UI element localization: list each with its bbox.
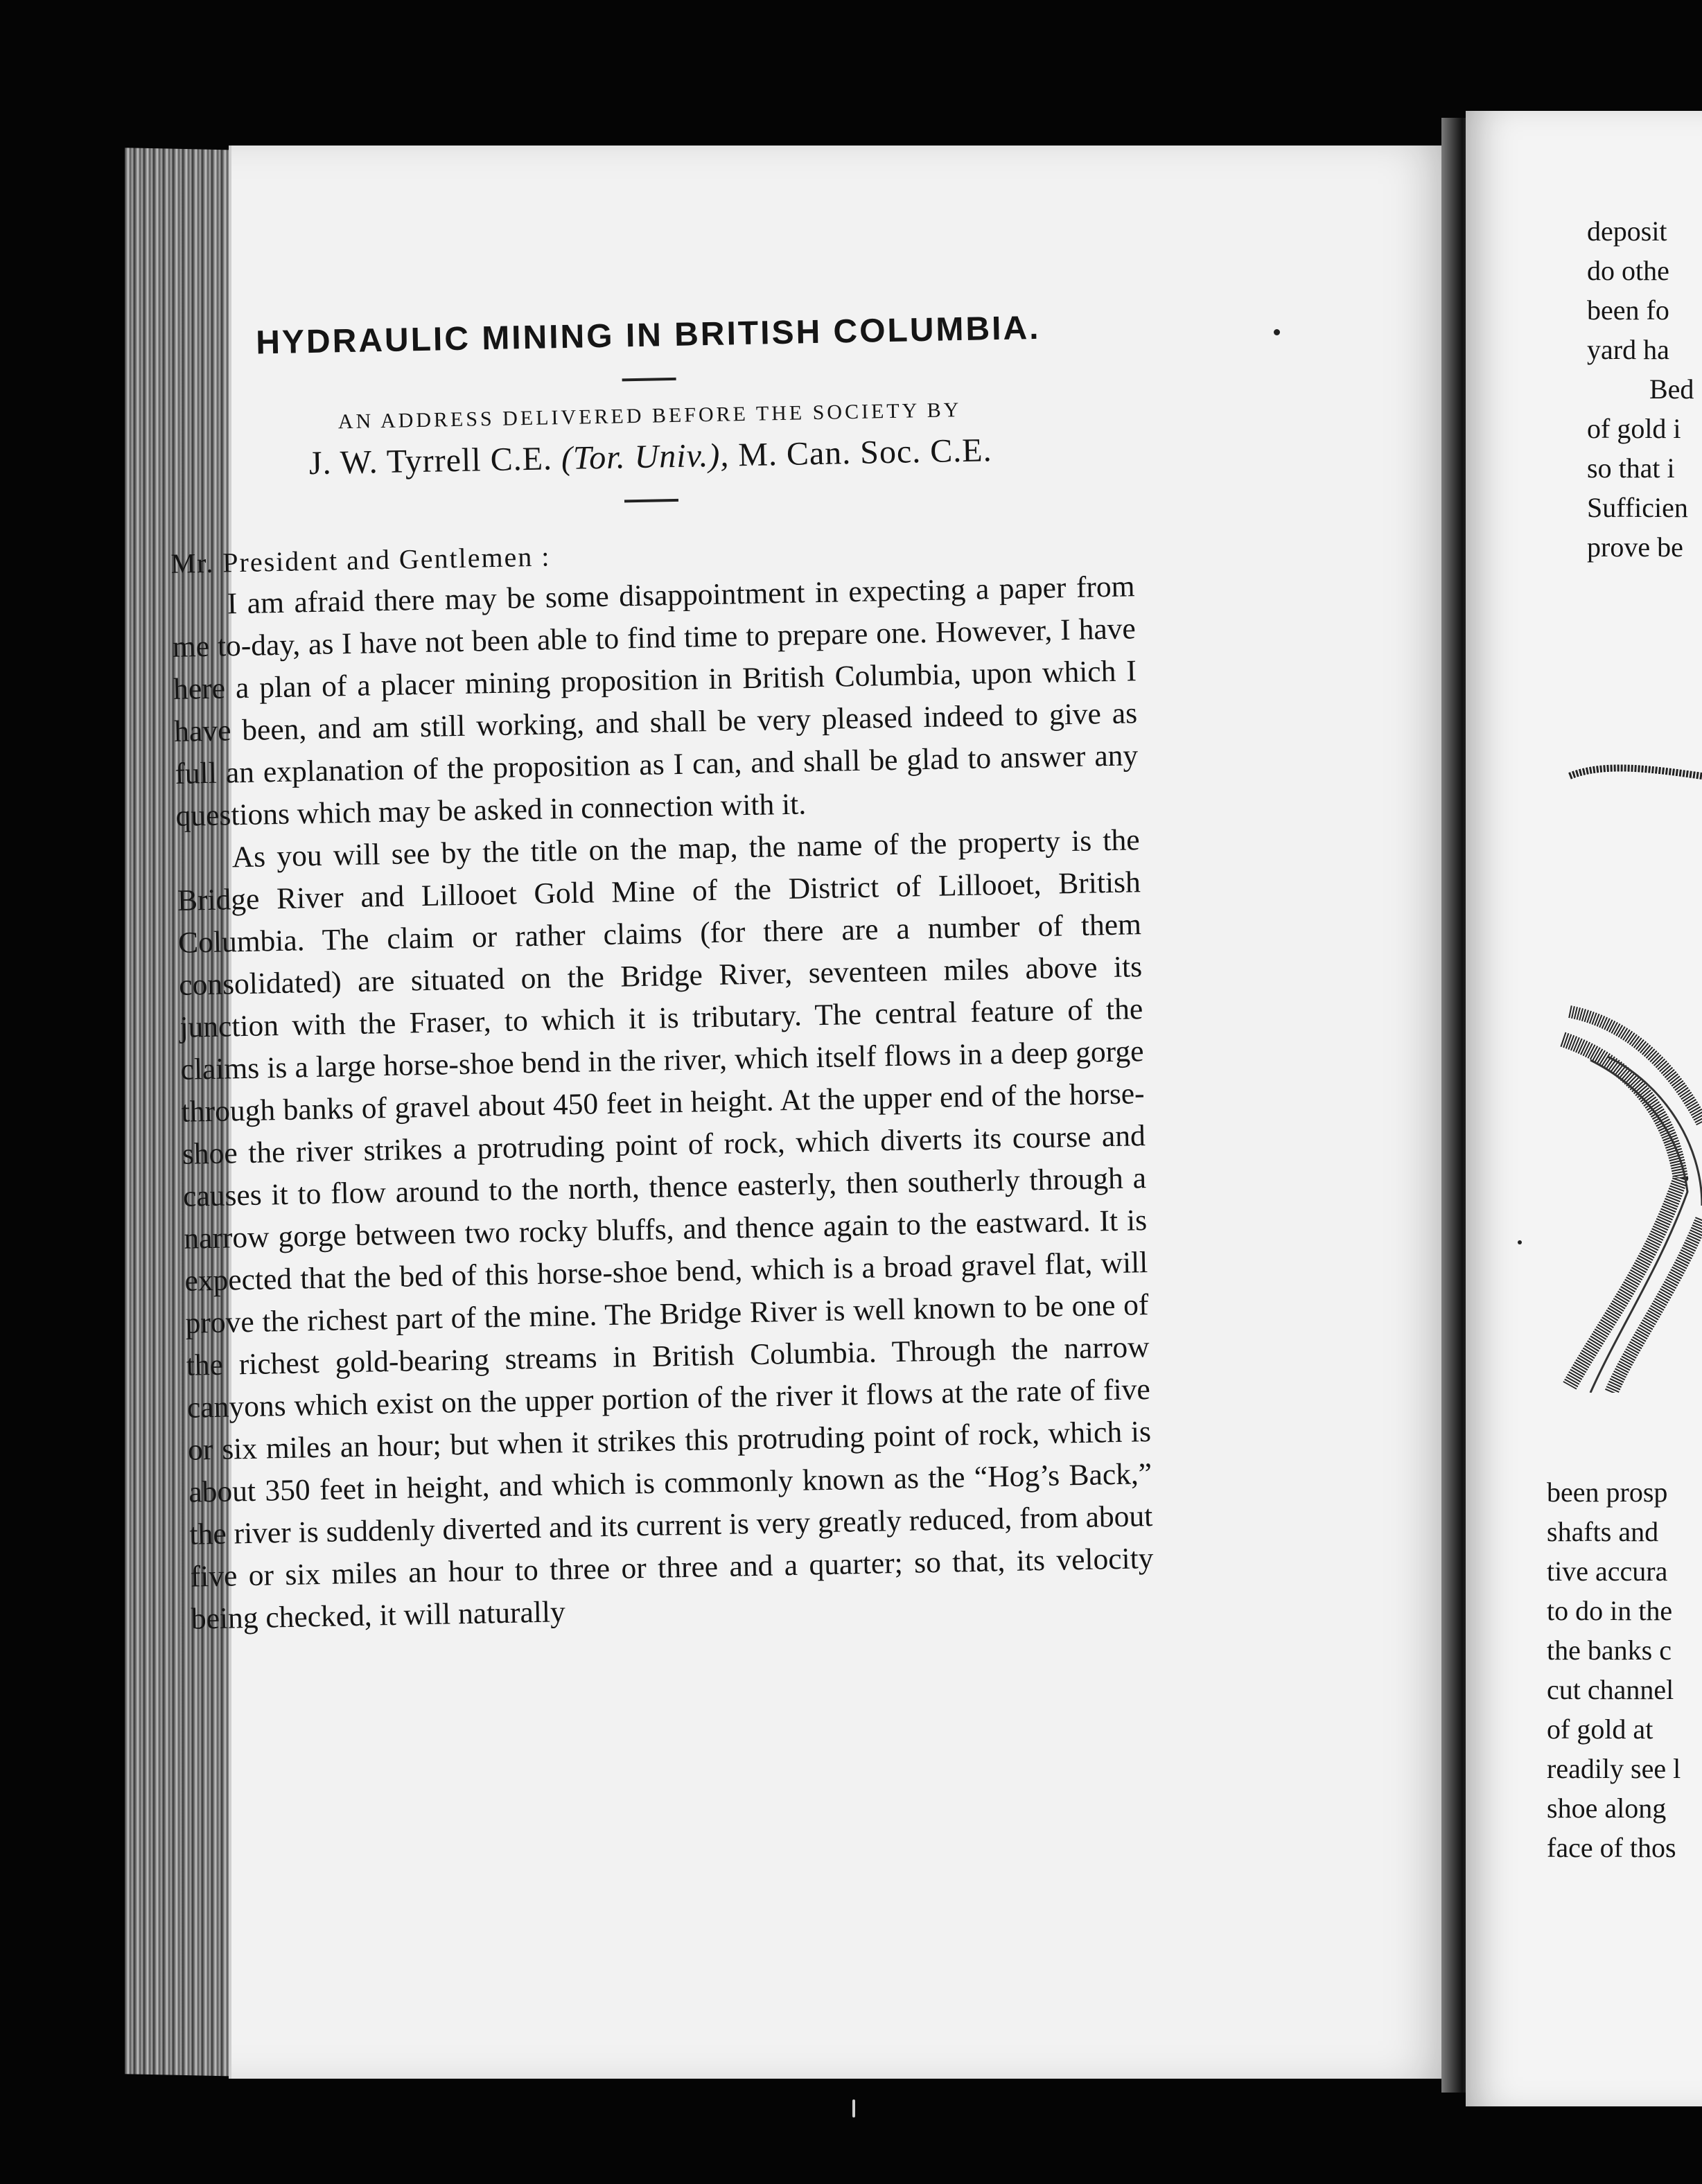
facing-page-text-bottom [1547, 1472, 1681, 1867]
facing-line: been prosp [1547, 1477, 1668, 1508]
facing-line: readily see l [1547, 1753, 1681, 1784]
facing-line: face of thos [1547, 1832, 1676, 1863]
author-membership: M. Can. Soc. C.E. [737, 432, 993, 474]
paragraph-1: I am afraid there may be some disappointment in expecting a paper from me to-day, as I have not been able to find time to prepare one. However, I have here a plan of a placer mining proposition in British Columbia, upon which I have been, and am still working, and shall be very pleased indeed to give as full an explanation of the proposition as I can, and shall be glad to answer any questions which may be asked in connection with it. [172, 570, 1139, 833]
facing-page-text-top [1587, 211, 1694, 567]
facing-line: to do in the [1547, 1595, 1673, 1626]
facing-line: tive accura [1547, 1556, 1668, 1587]
facing-line: prove be [1587, 531, 1683, 563]
facing-line: shoe along [1547, 1793, 1667, 1824]
facing-line: do othe [1587, 255, 1669, 286]
article-subtitle: AN ADDRESS DELIVERED BEFORE THE SOCIETY BY [337, 398, 962, 434]
facing-line: shafts and [1547, 1516, 1659, 1547]
author-name: J. W. Tyrrell C.E. [308, 440, 553, 482]
facing-line: Sufficien [1587, 492, 1688, 523]
facing-line: cut channel [1547, 1674, 1674, 1705]
facing-line: Bed [1649, 373, 1694, 405]
article [166, 307, 1155, 1640]
facing-line: so that i [1587, 452, 1675, 484]
scan-speck [1274, 329, 1280, 335]
paragraph-2: As you will see by the title on the map, the name of the property is the Bridge River and Lillooet Gold Mine of the District of Lillooet, British Columbia. The claim or rather claims (for there are a number of them consolidated) are situated on the Bridge River, seventeen miles above its junction with the Fraser, to which it is tributary. The central feature of the claims is a large horse-shoe bend in the river, which itself flows in a deep gorge through banks of gravel about 450 feet in height. At the upper end of the horse-shoe the river strikes a protruding point of rock, which diverts its course and causes it to flow around to the north, thence easterly, then southerly through a narrow gorge between two rocky bluffs, and thence again to the eastward. It is expected that the bed of this horse-shoe bend, which is a broad gravel flat, will prove the richest part of the mine. The Bridge River is well known to be one of the richest gold-bearing streams in British Columbia. Through the narrow canyons which exist on the upper portion of the river it flows at the rate of five or six miles an hour; but when it strikes this protruding point of rock, which is about 350 feet in height, and which is commonly known as the “Hog’s Back,” the river is suddenly diverted and its current is very greatly reduced, from about five or six miles an hour to three or three and a quarter; so that, its velocity being checked, it will naturally [177, 823, 1154, 1636]
article-author [168, 428, 1132, 485]
facing-line: of gold at [1547, 1714, 1653, 1745]
facing-line: deposit [1587, 215, 1667, 247]
title-rule [622, 378, 676, 381]
facing-line: been fo [1587, 294, 1669, 326]
author-rule [624, 499, 678, 502]
scan-speck [1518, 1240, 1522, 1244]
author-affiliation: (Tor. Univ.), [561, 437, 730, 477]
article-title: HYDRAULIC MINING IN BRITISH COLUMBIA. [255, 309, 1041, 362]
facing-line: of gold i [1587, 413, 1681, 444]
river-map-figure [1542, 734, 1702, 1393]
scan-speck [852, 2099, 855, 2117]
facing-line: the banks c [1547, 1635, 1672, 1666]
salutation: Mr. President and Gentlemen : [170, 540, 551, 579]
facing-line: yard ha [1587, 334, 1669, 365]
